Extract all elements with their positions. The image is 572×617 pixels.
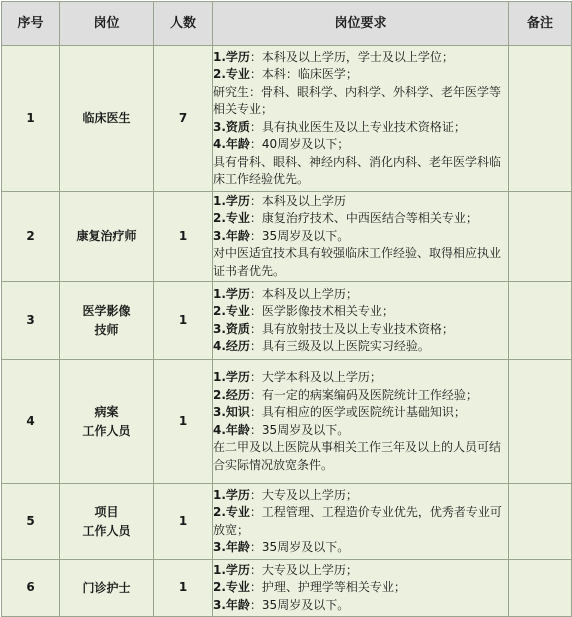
requirement-label: 2.专业 (213, 211, 250, 226)
requirement-label: 2.经历 (213, 387, 250, 402)
cell-note (509, 560, 572, 617)
cell-requirements (213, 360, 509, 484)
requirement-line (213, 504, 508, 539)
cell-requirements (213, 192, 509, 282)
cell-number: 2 (2, 192, 60, 282)
requirement-label: 1.学历 (213, 193, 250, 208)
requirement-text: ：本科：临床医学； (249, 67, 358, 81)
requirement-line (213, 66, 508, 84)
cell-note (509, 192, 572, 282)
cell-number: 3 (2, 282, 60, 360)
cell-count: 1 (154, 282, 213, 360)
cell-position (60, 192, 154, 282)
position-name-line: 项目 (94, 504, 119, 519)
position-name-line: 技师 (94, 322, 119, 337)
table-row (2, 560, 572, 617)
requirement-line (213, 369, 508, 387)
requirement-label: 3.知识 (213, 405, 250, 419)
requirement-text: ：具有三级及以上医院实习经验。 (249, 339, 430, 353)
requirement-line (213, 338, 508, 356)
requirement-text: ：医学影像技术相关专业； (249, 304, 394, 318)
requirement-text: ：35周岁及以下。 (249, 540, 350, 554)
requirement-text: ：具有放射技士及以上专业技术资格； (249, 321, 454, 336)
requirement-label: 3.资质 (213, 321, 250, 336)
requirement-label: 2.专业 (213, 304, 250, 318)
cell-requirements (213, 560, 509, 617)
table-body (2, 46, 572, 617)
requirement-text: 具有骨科、眼科、神经内科、消化内科、老年医学科临床工作经验优先。 (213, 154, 502, 186)
requirement-label: 3.年龄 (213, 597, 250, 612)
cell-position (60, 560, 154, 617)
cell-note (509, 46, 572, 192)
table-row (2, 360, 572, 484)
position-name-line: 工作人员 (82, 423, 131, 438)
requirement-line (213, 49, 508, 67)
requirement-label: 1.学历 (213, 286, 250, 301)
requirement-label: 2.专业 (213, 580, 250, 595)
requirement-line (213, 193, 508, 211)
requirement-line (213, 210, 508, 228)
requirement-text: ：本科及以上学历； (249, 286, 358, 301)
cell-requirements (213, 282, 509, 360)
cell-requirements (213, 46, 509, 192)
header-requirements: 岗位要求 (213, 2, 509, 46)
requirement-line (213, 228, 508, 246)
cell-note (509, 282, 572, 360)
requirement-text: 研究生：骨科、眼科学、内科学、外科学、老年医学等相关专业； (213, 84, 502, 116)
header-number: 序号 (2, 2, 60, 46)
requirement-text: ：护理、护理学等相关专业； (249, 580, 406, 595)
requirement-label: 2.专业 (213, 67, 250, 81)
requirement-label: 1.学历 (213, 370, 250, 384)
cell-number: 5 (2, 484, 60, 560)
cell-number: 4 (2, 360, 60, 484)
requirement-line (213, 387, 508, 405)
requirement-line (213, 562, 508, 580)
cell-position (60, 282, 154, 360)
cell-count: 1 (154, 560, 213, 617)
requirement-line (213, 487, 508, 505)
cell-note (509, 484, 572, 560)
requirement-text: ：工程管理、工程造价专业优先，优秀者专业可放宽； (213, 505, 502, 537)
requirement-text: ：大学本科及以上学历； (249, 370, 382, 384)
requirement-text: ：大专及以上学历； (249, 562, 358, 577)
requirement-line (213, 136, 508, 154)
requirement-text: ：35周岁及以下。 (249, 597, 350, 612)
requirement-line (213, 404, 508, 422)
header-count: 人数 (154, 2, 213, 46)
requirement-label: 1.学历 (213, 562, 250, 577)
position-name-line: 医学影像 (82, 303, 131, 318)
requirement-text: ：本科及以上学历，学士及以上学位； (249, 49, 454, 64)
requirement-label: 4.经历 (213, 339, 250, 353)
cell-count: 1 (154, 192, 213, 282)
requirement-line (213, 321, 508, 339)
cell-position (60, 46, 154, 192)
requirement-text: ：本科及以上学历 (249, 193, 346, 208)
recruitment-table (1, 1, 572, 617)
cell-count: 1 (154, 360, 213, 484)
requirement-line (213, 439, 508, 474)
header-notes: 备注 (509, 2, 572, 46)
requirement-line (213, 303, 508, 321)
requirement-line (213, 422, 508, 440)
requirement-label: 1.学历 (213, 49, 250, 64)
requirement-line (213, 579, 508, 597)
requirement-label: 3.年龄 (213, 540, 250, 554)
requirement-label: 3.年龄 (213, 228, 250, 243)
requirement-text: ：康复治疗技术、中西医结合等相关专业； (249, 211, 478, 226)
position-name-line: 康复治疗师 (76, 229, 137, 243)
requirement-label: 4.年龄 (213, 137, 250, 151)
requirement-line (213, 154, 508, 189)
requirement-label: 2.专业 (213, 505, 250, 519)
cell-requirements (213, 484, 509, 560)
requirement-text: ：具有相应的医学或医院统计基础知识； (249, 405, 466, 419)
table-header-row (2, 2, 572, 46)
requirement-label: 1.学历 (213, 487, 250, 502)
requirement-text: ：有一定的病案编码及医院统计工作经验； (249, 387, 478, 402)
table-row (2, 282, 572, 360)
header-position: 岗位 (60, 2, 154, 46)
requirement-text: ：具有执业医生及以上专业技术资格证； (249, 119, 466, 134)
requirement-line (213, 245, 508, 280)
cell-note (509, 360, 572, 484)
requirement-text: ：大专及以上学历； (249, 487, 358, 502)
requirement-line (213, 119, 508, 137)
requirement-text: ：35周岁及以下。 (249, 228, 350, 243)
requirement-line (213, 539, 508, 557)
table-row (2, 46, 572, 192)
position-name-line: 门诊护士 (82, 580, 131, 595)
cell-number: 1 (2, 46, 60, 192)
position-name-line: 病案 (94, 404, 119, 419)
requirement-text: 在二甲及以上医院从事相关工作三年及以上的人员可结合实际情况放宽条件。 (213, 440, 502, 472)
table-row (2, 192, 572, 282)
position-name-line: 临床医生 (82, 111, 131, 125)
requirement-text: ：40周岁及以下； (249, 137, 350, 151)
cell-position (60, 360, 154, 484)
position-name-line: 工作人员 (82, 523, 131, 538)
requirement-text: ：35周岁及以下。 (249, 422, 350, 437)
requirement-line (213, 597, 508, 615)
cell-position (60, 484, 154, 560)
requirement-text: 对中医适宜技术具有较强临床工作经验、取得相应执业证书者优先。 (213, 246, 502, 278)
table-row (2, 484, 572, 560)
requirement-line (213, 84, 508, 119)
requirement-line (213, 286, 508, 304)
cell-count: 1 (154, 484, 213, 560)
cell-number: 6 (2, 560, 60, 617)
cell-count: 7 (154, 46, 213, 192)
requirement-label: 3.资质 (213, 119, 250, 134)
requirement-label: 4.年龄 (213, 422, 250, 437)
